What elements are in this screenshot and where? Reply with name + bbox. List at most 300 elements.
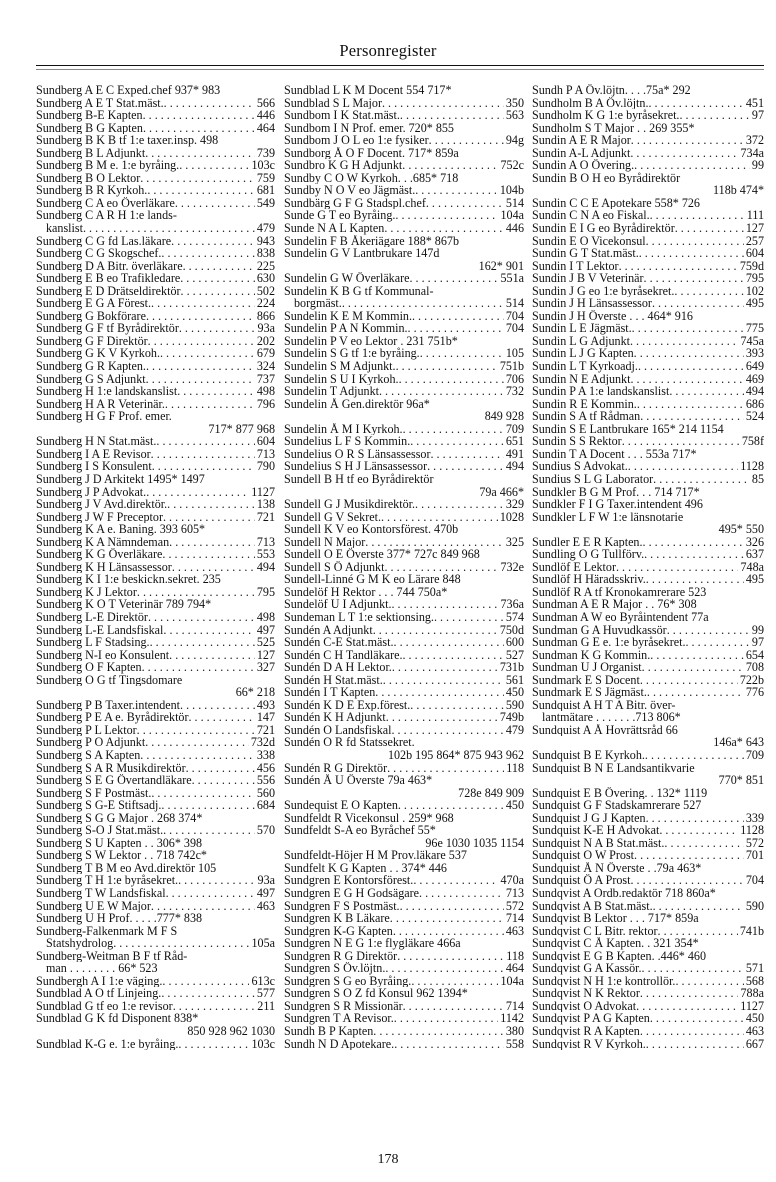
entry-text: Sundeman L T 1:e sektionsing. xyxy=(284,610,434,624)
entry-page-ref: 497 xyxy=(256,623,275,637)
register-entry xyxy=(284,962,524,975)
register-entry xyxy=(532,222,764,235)
dot-leader xyxy=(151,297,255,310)
register-entry xyxy=(284,473,524,486)
dot-leader xyxy=(146,486,249,499)
dot-leader xyxy=(169,536,255,549)
register-entry xyxy=(532,849,764,862)
entry-text: Sundgren S Öv.löjtn. xyxy=(284,962,386,975)
register-entry xyxy=(532,423,764,436)
entry-text: Sundberg C G Skogschef. xyxy=(36,247,162,260)
entry-text: Sundin L J G Kapten xyxy=(532,347,634,361)
entry-page-ref: 464 xyxy=(505,962,524,975)
dot-leader xyxy=(375,686,504,699)
register-entry xyxy=(36,97,275,110)
entry-page-ref: 326 xyxy=(745,535,764,549)
register-column-3 xyxy=(532,84,764,1050)
entry-text: Sundelöf H Rektor . . . 744 750a* xyxy=(284,585,448,599)
register-entry xyxy=(36,787,275,800)
entry-text: Sundmark E S Jägmäst. xyxy=(532,686,647,699)
entry-page-ref: 103c xyxy=(251,159,275,172)
entry-text: Sundberg K J Lektor xyxy=(36,585,137,599)
entry-text: Sundius S L G Laborator xyxy=(532,472,654,486)
register-entry xyxy=(532,661,764,674)
entry-text: Sundh B P Kapten xyxy=(284,1025,374,1038)
entry-text: Sundberg S-O J Stat.mäst. xyxy=(36,824,164,837)
dot-leader xyxy=(177,385,255,398)
entry-text: Sundman K G Kommin. xyxy=(532,648,651,662)
entry-text: Sundén K D E Exp.förest. xyxy=(284,698,411,712)
register-entry xyxy=(36,611,275,624)
entry-text: Sundberg U E W Major xyxy=(36,899,151,913)
entry-text: Sundgren N E G 1:e flygläkare 466a xyxy=(284,937,461,950)
page-number: 178 xyxy=(377,1152,399,1167)
entry-text: Sundman G E e. 1:e byråsekret. xyxy=(532,636,686,649)
entry-page-ref: 498 xyxy=(256,385,275,398)
header-rule-thin xyxy=(36,69,764,70)
entry-page-ref: 630 xyxy=(256,272,275,285)
entry-text: Sundberg G R Kapten. xyxy=(36,360,146,373)
dot-leader xyxy=(387,762,504,775)
entry-page-ref: 750d xyxy=(499,623,524,637)
register-entry xyxy=(36,962,275,975)
entry-page-ref: 1127 xyxy=(251,485,275,499)
dot-leader xyxy=(373,624,498,637)
entry-text: Sundelin S G tf 1:e byråing. xyxy=(284,347,420,361)
entry-text: Sundberg K H Länsassessor xyxy=(36,560,172,574)
register-entry xyxy=(284,97,524,110)
register-entry xyxy=(532,912,764,925)
entry-page-ref: 667 xyxy=(745,1037,764,1051)
entry-text: Sundin J H Överste . . . 464* 916 xyxy=(532,309,693,323)
entry-text: Sundholm K G 1:e byråsekret. xyxy=(532,109,680,122)
register-entry xyxy=(284,272,524,285)
entry-page-ref: 497 xyxy=(256,887,275,900)
dot-leader xyxy=(390,912,504,925)
register-entry xyxy=(36,410,275,423)
entry-page-ref: 749b xyxy=(499,711,524,724)
entry-text: Sundelin P A N Kommin. xyxy=(284,322,408,335)
entry-text: Sundgren S R Missionär xyxy=(284,999,403,1013)
entry-page-ref: 104b xyxy=(499,184,524,197)
entry-page-ref: 553 xyxy=(256,548,275,561)
entry-page-ref: 577 xyxy=(256,987,275,1000)
entry-page-ref: 463 xyxy=(745,1025,764,1038)
register-entry xyxy=(36,134,275,147)
entry-page-ref: 654 xyxy=(745,648,764,662)
register-entry xyxy=(36,674,275,687)
dot-leader xyxy=(365,536,504,549)
register-entry xyxy=(284,159,524,172)
entry-text: Sundberg J W F Preceptor xyxy=(36,510,163,524)
register-entry xyxy=(36,209,275,222)
register-entry xyxy=(532,84,764,97)
register-entry xyxy=(36,322,275,335)
entry-text: Sundquist E B Övering. . 132* 1119 xyxy=(532,786,708,800)
entry-page-ref: 325 xyxy=(505,535,524,549)
entry-text: Sundkler L F W 1:e länsnotarie xyxy=(532,510,684,524)
entry-text: Sundberg G K V Kyrkoh. xyxy=(36,347,160,361)
dot-leader xyxy=(619,260,738,273)
register-entry xyxy=(36,1012,275,1025)
entry-page-ref: 795 xyxy=(256,585,275,599)
dot-leader xyxy=(163,511,255,524)
register-entry xyxy=(532,649,764,662)
dot-leader xyxy=(430,448,503,461)
dot-leader xyxy=(675,975,743,988)
entry-text: 118b 474* xyxy=(713,184,764,197)
entry-page-ref: 590 xyxy=(505,698,524,712)
register-entry xyxy=(284,84,524,97)
entry-text: Sundberg G F Direktör xyxy=(36,334,148,348)
entry-page-ref: 701 xyxy=(745,849,764,862)
dot-leader xyxy=(171,235,255,248)
dot-leader xyxy=(653,473,750,486)
entry-page-ref: 1128 xyxy=(740,460,764,473)
register-entry xyxy=(36,448,275,461)
register-entry xyxy=(532,950,764,963)
register-entry xyxy=(36,297,275,310)
entry-text: Sunde G T eo Byråing. xyxy=(284,209,396,223)
register-entry xyxy=(36,310,275,323)
dot-leader xyxy=(382,97,504,110)
entry-text: Sundqvist P A G Kapten xyxy=(532,1012,650,1026)
register-entry xyxy=(284,360,524,373)
register-entry xyxy=(284,536,524,549)
entry-text: Sundbro K G H Adjunkt xyxy=(284,159,403,172)
register-entry xyxy=(36,511,275,524)
register-entry xyxy=(284,686,524,699)
entry-text: 850 928 962 1030 xyxy=(187,1025,275,1038)
dot-leader xyxy=(634,159,750,172)
entry-page-ref: 127 xyxy=(745,222,764,235)
register-entry xyxy=(532,498,764,511)
entry-text: Sundquist K-E H Advokat xyxy=(532,824,660,837)
register-entry xyxy=(284,937,524,950)
entry-text: Sundmark E S Docent xyxy=(532,673,640,687)
register-entry xyxy=(284,1012,524,1025)
entry-text: Sundberg P L Lektor xyxy=(36,723,137,737)
register-entry xyxy=(36,335,275,348)
entry-text: Sundelin G V Lantbrukare 147d xyxy=(284,247,440,260)
register-entry xyxy=(532,147,764,160)
entry-page-ref: 572 xyxy=(505,899,524,913)
entry-page-ref: 350 xyxy=(505,96,524,110)
entry-text: Sundin L T Kyrkoadj. xyxy=(532,360,638,373)
register-entry xyxy=(36,1000,275,1013)
register-entry xyxy=(36,711,275,724)
entry-text: Sundbergh A I 1:e väging. xyxy=(36,974,163,988)
entry-text: Sundberg B K B tf 1:e taxer.insp. 498 xyxy=(36,134,219,147)
dot-leader xyxy=(397,950,504,963)
register-entry xyxy=(284,824,524,837)
entry-page-ref: 704 xyxy=(505,322,524,335)
register-entry xyxy=(284,511,524,524)
dot-leader xyxy=(146,373,255,386)
entry-text: 717* 877 968 xyxy=(208,422,275,436)
entry-page-ref: 838 xyxy=(256,247,275,260)
dot-leader xyxy=(167,498,255,511)
entry-text: Sundberg P O Adjunkt xyxy=(36,736,146,749)
register-entry xyxy=(532,272,764,285)
entry-text: Sundberg S F Postmäst. xyxy=(36,786,152,800)
dot-leader xyxy=(379,385,504,398)
register-entry xyxy=(532,749,764,762)
register-entry xyxy=(36,247,275,260)
dot-leader xyxy=(659,824,738,837)
entry-text: Sundin L G Adjunkt xyxy=(532,334,630,348)
register-entry xyxy=(284,925,524,938)
register-entry xyxy=(532,900,764,913)
register-entry xyxy=(36,435,275,448)
entry-text: Sundelin Å M I Kyrkoh. xyxy=(284,422,403,436)
entry-text: Sundelin S M Adjunkt. xyxy=(284,360,396,373)
entry-text: Sundberg A E C Exped.chef 937* 983 xyxy=(36,84,221,97)
register-entry xyxy=(36,473,275,486)
dot-leader xyxy=(650,209,745,222)
register-entry xyxy=(36,686,275,699)
register-entry xyxy=(532,812,764,825)
entry-text: Sundin A E R Major xyxy=(532,134,631,147)
entry-page-ref: 118 xyxy=(506,949,524,963)
entry-text: Sundman G A Huvudkassör xyxy=(532,623,667,637)
register-entry xyxy=(284,435,524,448)
register-entry xyxy=(284,837,524,850)
register-entry xyxy=(532,586,764,599)
register-entry xyxy=(532,373,764,386)
entry-page-ref: 776 xyxy=(745,686,764,699)
dot-leader xyxy=(147,184,255,197)
register-entry xyxy=(284,222,524,235)
entry-text: 770* 851 xyxy=(718,774,764,787)
entry-text: Sundqvist R A Kapten xyxy=(532,1025,640,1038)
register-entry xyxy=(532,874,764,887)
dot-leader xyxy=(394,1038,504,1051)
register-entry xyxy=(284,749,524,762)
register-entry xyxy=(36,573,275,586)
dot-leader xyxy=(152,460,255,473)
entry-page-ref: 751b xyxy=(499,360,524,373)
entry-text: Sundell G J Musikdirektör. xyxy=(284,498,416,511)
entry-text: Sundblad G tf eo 1:e revisor xyxy=(36,999,173,1013)
register-entry xyxy=(532,536,764,549)
entry-page-ref: 568 xyxy=(745,974,764,988)
register-entry xyxy=(36,360,275,373)
register-entry xyxy=(36,498,275,511)
register-entry xyxy=(284,950,524,963)
register-entry xyxy=(284,762,524,775)
entry-text: Sundén K H Adjunkt xyxy=(284,711,386,724)
dot-leader xyxy=(646,1038,744,1051)
dot-leader xyxy=(113,937,249,950)
entry-text: Sundqvist O Advokat xyxy=(532,999,637,1013)
dot-leader xyxy=(175,197,255,210)
entry-page-ref: 94g xyxy=(505,134,524,147)
page-title: Personregister xyxy=(339,41,437,60)
register-entry xyxy=(284,209,524,222)
entry-page-ref: 393 xyxy=(745,347,764,361)
entry-page-ref: 225 xyxy=(256,259,275,273)
entry-text: Sundberg S A Kapten xyxy=(36,748,141,762)
register-entry xyxy=(532,511,764,524)
register-entry xyxy=(284,849,524,862)
entry-page-ref: 450 xyxy=(505,799,524,812)
register-entry xyxy=(284,598,524,611)
entry-text: Sundberg T H 1:e byråsekret. xyxy=(36,874,179,887)
entry-page-ref: 566 xyxy=(256,96,275,110)
entry-page-ref: 704 xyxy=(745,874,764,887)
entry-text: Sundberg B G Kapten xyxy=(36,121,143,135)
register-entry xyxy=(36,799,275,812)
entry-text: Sundlöf H Häradsskriv. xyxy=(532,573,646,586)
entry-text: Sundberg-Weitman B F tf Råd- xyxy=(36,949,188,963)
entry-text: Sundberg J V Avd.direktör. xyxy=(36,498,168,511)
dot-leader xyxy=(156,435,254,448)
entry-text: 66* 218 xyxy=(235,686,275,699)
entry-text: Sundberg D A Bitr. överläkare xyxy=(36,259,183,273)
dot-leader xyxy=(646,812,744,825)
register-entry xyxy=(284,410,524,423)
register-column-2 xyxy=(284,84,524,1050)
entry-text: Sundberg H N Stat.mäst. xyxy=(36,435,157,448)
entry-page-ref: 563 xyxy=(505,109,524,122)
dot-leader xyxy=(140,172,255,185)
entry-text: Sundell G V Sekret. xyxy=(284,510,381,524)
entry-text: Sundberg O G tf Tingsdomare xyxy=(36,673,183,687)
dot-leader xyxy=(180,272,255,285)
dot-leader xyxy=(142,661,255,674)
register-entry xyxy=(532,285,764,298)
dot-leader xyxy=(163,624,254,637)
entry-text: Sundh N D Apotekare. xyxy=(284,1037,395,1051)
entry-text: Sundin C N A eo Fiskal. xyxy=(532,209,650,223)
entry-page-ref: 257 xyxy=(745,234,764,248)
dot-leader xyxy=(384,222,504,235)
entry-text: Sundby C O W Kyrkoh. . .685* 718 xyxy=(284,171,459,185)
register-entry xyxy=(532,260,764,273)
entry-text: Sundén Å U Överste 79a 463* xyxy=(284,774,433,787)
entry-page-ref: 679 xyxy=(256,347,275,361)
register-entry xyxy=(284,285,524,298)
register-entry xyxy=(36,837,275,850)
entry-page-ref: 1127 xyxy=(740,999,764,1013)
register-entry xyxy=(36,699,275,712)
entry-page-ref: 99 xyxy=(751,623,764,637)
register-entry xyxy=(284,260,524,273)
dot-leader xyxy=(410,699,504,712)
register-entry xyxy=(36,598,275,611)
register-entry xyxy=(36,285,275,298)
dot-leader xyxy=(160,347,255,360)
entry-text: Sundholm B A Öv.löjtn. xyxy=(532,96,649,110)
entry-text: Sundfeldt R Vicekonsul . 259* 968 xyxy=(284,811,454,825)
register-entry xyxy=(36,272,275,285)
register-entry xyxy=(532,799,764,812)
register-entry xyxy=(284,711,524,724)
register-entry xyxy=(284,1038,524,1051)
register-entry xyxy=(532,561,764,574)
entry-text: Sundman A E R Major . . 76* 308 xyxy=(532,598,697,611)
register-entry xyxy=(532,762,764,775)
entry-text: Sundell S Ö Adjunkt xyxy=(284,560,385,574)
dot-leader xyxy=(434,611,504,624)
entry-text: Sundberg L-E Direktör xyxy=(36,610,148,624)
register-entry xyxy=(532,97,764,110)
entry-text: Sundqvist B Lektor . . . 717* 859a xyxy=(532,912,699,925)
register-entry xyxy=(36,222,275,235)
entry-page-ref: 495 xyxy=(745,573,764,586)
dot-leader xyxy=(173,1000,256,1013)
entry-page-ref: 469 xyxy=(745,372,764,386)
entry-page-ref: 211 xyxy=(257,999,275,1013)
register-entry xyxy=(284,573,524,586)
entry-text: Sundelin G W Överläkare xyxy=(284,272,410,285)
register-entry xyxy=(532,636,764,649)
dot-leader xyxy=(634,849,744,862)
entry-page-ref: 104a xyxy=(500,974,524,988)
register-entry xyxy=(532,837,764,850)
register-entry xyxy=(532,862,764,875)
entry-text: Sundin S E Lantbrukare 165* 214 1154 xyxy=(532,422,724,436)
entry-text: Sundius S Advokat. xyxy=(532,460,628,473)
register-entry xyxy=(532,674,764,687)
dot-leader xyxy=(653,900,744,913)
entry-text: Sundquist Å N Överste . .79a 463* xyxy=(532,861,702,875)
entry-page-ref: 571 xyxy=(745,962,764,975)
register-entry xyxy=(532,322,764,335)
entry-page-ref: 479 xyxy=(505,723,524,737)
register-entry xyxy=(36,260,275,273)
entry-page-ref: 796 xyxy=(256,397,275,411)
entry-page-ref: 739 xyxy=(256,146,275,160)
dot-leader xyxy=(639,247,744,260)
entry-page-ref: 561 xyxy=(505,673,524,687)
register-entry xyxy=(532,197,764,210)
register-entry xyxy=(284,197,524,210)
entry-text: 96e 1030 1035 1154 xyxy=(425,836,524,850)
dot-leader xyxy=(145,147,255,160)
entry-text: Sundberg B L Adjunkt xyxy=(36,146,146,160)
entry-page-ref: 224 xyxy=(256,297,275,310)
dot-leader xyxy=(392,598,499,611)
dot-leader xyxy=(386,711,498,724)
dot-leader xyxy=(162,975,249,988)
register-entry xyxy=(532,385,764,398)
dot-leader xyxy=(146,360,255,373)
dot-leader xyxy=(143,109,255,122)
entry-text: Sundin A-L Adjunkt xyxy=(532,146,631,160)
entry-text: Sundqvist R V Kyrkoh. xyxy=(532,1037,646,1051)
dot-leader xyxy=(137,586,255,599)
entry-text: Sundin I T Lektor xyxy=(532,259,619,273)
dot-leader xyxy=(384,561,498,574)
entry-text: Sundquist N A B Stat.mäst. xyxy=(532,836,665,850)
entry-text: Sundberg E G A Förest. xyxy=(36,297,152,310)
entry-text: Sundqvist N H 1:e kontrollör. xyxy=(532,974,676,988)
entry-text: Sundqvist C Å Kapten. . 321 354* xyxy=(532,937,699,950)
entry-text: Sundell-Linné G M K eo Lärare 848 xyxy=(284,573,461,586)
entry-text: Sundin J G eo 1:e byråsekret. xyxy=(532,284,675,298)
dot-leader xyxy=(644,548,744,561)
entry-page-ref: 709 xyxy=(505,422,524,436)
entry-text: Sundberg B O Lektor xyxy=(36,171,141,185)
entry-page-ref: 649 xyxy=(745,360,764,373)
entry-page-ref: 752c xyxy=(500,159,524,172)
entry-page-ref: 748a xyxy=(740,560,764,574)
register-entry xyxy=(36,1025,275,1038)
entry-text: Sundbom I K Stat.mäst. xyxy=(284,109,400,122)
entry-page-ref: 732e xyxy=(500,560,524,574)
